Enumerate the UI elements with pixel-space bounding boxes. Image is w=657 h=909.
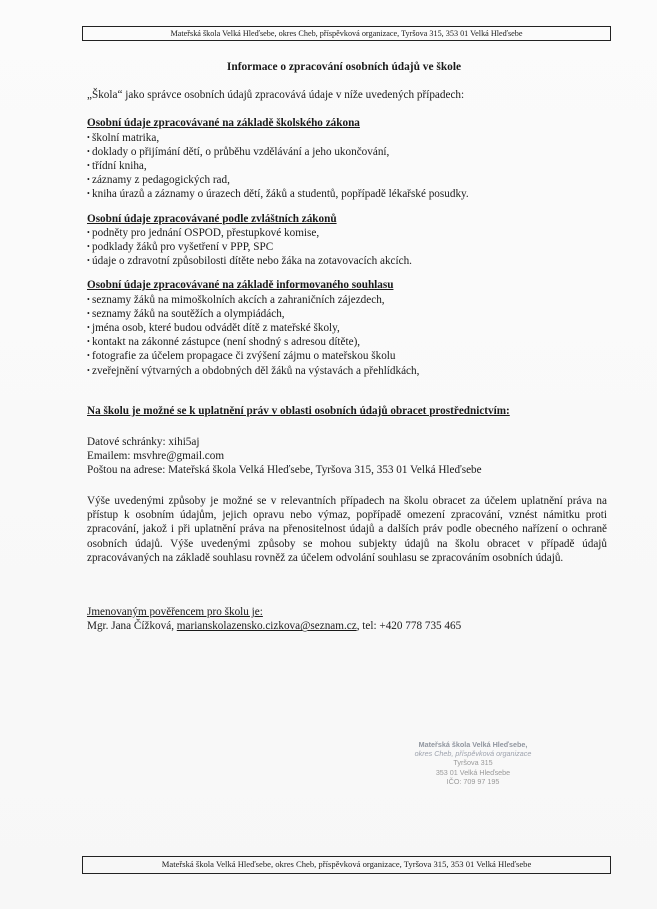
- list-item: • zveřejnění výtvarných a obdobných děl žáků na výstavách a přehlídkách,: [87, 364, 607, 378]
- section-heading: Osobní údaje zpracovávané podle zvláštních zákonů: [87, 212, 337, 225]
- stamp-line: Tyršova 315: [453, 758, 493, 768]
- list-item: • třídní kniha,: [87, 159, 607, 173]
- stamp-line: IČO: 709 97 195: [446, 776, 500, 786]
- stamp-line: Mateřská škola Velká Hleďsebe,: [418, 740, 528, 749]
- section-list: [87, 226, 607, 269]
- section-list: [87, 131, 607, 202]
- footer-text: Mateřská škola Velká Hleďsebe, okres Cheb, příspěvková organizace, Tyršova 315, 353 01 Velká Hleďsebe: [161, 859, 532, 869]
- databox-line: Datové schránky: xihi5aj: [87, 436, 200, 449]
- list-item: • údaje o zdravotní způsobilosti dítěte nebo žáka na zotavovacích akcích.: [87, 254, 607, 268]
- footer-box: [82, 856, 611, 874]
- postal-line: Poštou na adrese: Mateřská škola Velká Hleďsebe, Tyršova 315, 353 01 Velká Hleďsebe: [87, 464, 482, 477]
- officer-contact: [87, 619, 607, 633]
- list-item: • podklady žáků pro vyšetření v PPP, SPC: [87, 240, 607, 254]
- rights-heading: Na školu je možné se k uplatnění práv v oblasti osobních údajů obracet prostřednictvím:: [87, 404, 510, 417]
- document-body: [87, 60, 607, 634]
- header-box: [82, 26, 611, 41]
- officer-block: [87, 605, 607, 633]
- list-item: • kniha úrazů a záznamy o úrazech dětí, žáků a studentů, popřípadě lékařské posudky.: [87, 187, 607, 201]
- contact-block: [87, 435, 607, 478]
- officer-email-link[interactable]: marianskolazensko.cizkova@seznam.cz: [176, 620, 357, 633]
- document-title: Informace o zpracování osobních údajů ve škole: [226, 61, 462, 73]
- list-item: • jména osob, které budou odvádět dítě z mateřské školy,: [87, 321, 607, 335]
- list-item: • fotografie za účelem propagace či zvýšení zájmu o mateřskou školu: [87, 349, 607, 363]
- officer-title: Jmenovaným pověřencem pro školu je:: [87, 606, 263, 619]
- header-text: Mateřská škola Velká Hleďsebe, okres Cheb, příspěvková organizace, Tyršova 315, 353 01 Velká Hleďsebe: [170, 29, 523, 38]
- stamp-line: 353 01 Velká Hleďsebe: [435, 767, 511, 777]
- intro-text: „Škola“ jako správce osobních údajů zpracovává údaje v níže uvedených případech:: [87, 89, 465, 102]
- email-line: Emailem: msvhre@gmail.com: [87, 450, 225, 463]
- list-item: • seznamy žáků na mimoškolních akcích a zahraničních zájezdech,: [87, 293, 607, 307]
- school-stamp: [398, 740, 548, 786]
- list-item: • podněty pro jednání OSPOD, přestupkové komise,: [87, 226, 607, 240]
- section-special-laws: [87, 212, 607, 269]
- list-item: • školní matrika,: [87, 131, 607, 145]
- list-item: • seznamy žáků na soutěžích a olympiádách,: [87, 307, 607, 321]
- section-heading: Osobní údaje zpracovávané na základě školského zákona: [87, 117, 360, 130]
- list-item: • záznamy z pedagogických rad,: [87, 173, 607, 187]
- officer-phone: , tel: +420 778 735 465: [356, 620, 462, 633]
- list-item: • kontakt na zákonné zástupce (není shodný s adresou dítěte),: [87, 335, 607, 349]
- section-consent: [87, 278, 607, 377]
- rights-paragraph: Výše uvedenými způsoby je možné se v relevantních případech na školu obracet za účelem uplatnění práva na přístup k osobním údajům, jejich opravu nebo výmaz, popřípadě omezení zpracování, vznést námitku proti zpracování, jakož i při uplatnění práva na přenositelnost údajů a dalších práv podle obecného nařízení o ochraně osobních údajů. Výše uvedenými způsoby se mohou subjekty údajů na školu obracet v případě údajů zpracovávaných na základě souhlasu rovněž za účelem odvolání souhlasu se zpracováním osobních údajů.: [87, 494, 607, 564]
- section-heading: Osobní údaje zpracovávané na základě informovaného souhlasu: [87, 279, 394, 292]
- list-item: • doklady o přijímání dětí, o průběhu vzdělávání a jeho ukončování,: [87, 145, 607, 159]
- section-list: [87, 293, 607, 378]
- officer-name: Mgr. Jana Čížková,: [87, 620, 174, 633]
- section-school-law: [87, 116, 607, 201]
- stamp-line: okres Cheb, příspěvková organizace: [414, 749, 532, 759]
